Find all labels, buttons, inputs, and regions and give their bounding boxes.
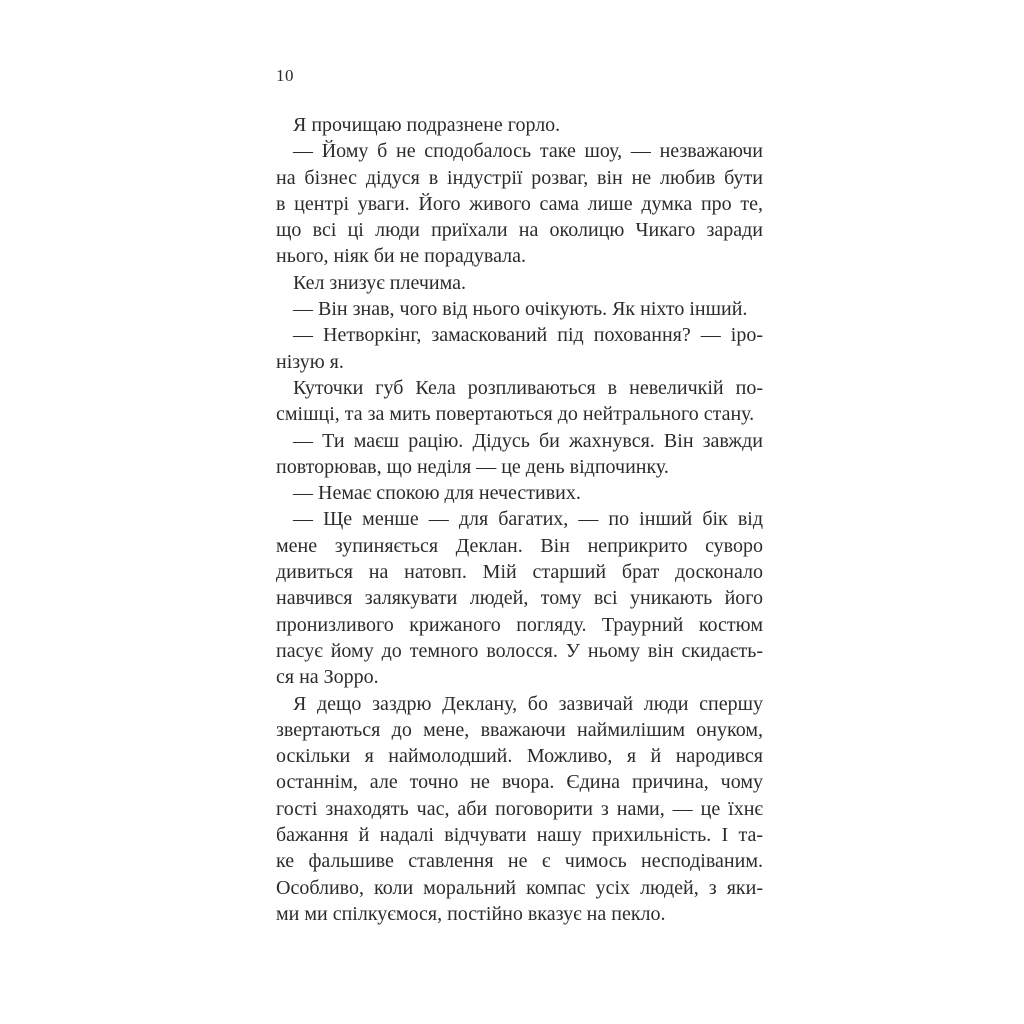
paragraph [276, 322, 763, 375]
text-line: гості знаходять час, аби поговорити з нами, — це їхнє [276, 797, 763, 820]
text-line: — Він знав, чого від нього очікують. Як ніхто інший. [293, 298, 748, 321]
text-line: — Йому б не сподобалось таке шоу, — незважаючи [293, 140, 763, 163]
text-line: бажання й надалі відчувати нашу прихильність. І та- [276, 824, 763, 847]
text-line: в центрі уваги. Його живого сама лише думка про те, [276, 192, 763, 215]
text-line: нізую я. [276, 350, 344, 373]
text-line: оскільки я наймолодший. Можливо, я й народився [276, 745, 763, 768]
text-line: мене зупиняється Деклан. Він неприкрито суворо [276, 534, 763, 557]
text-line: навчився залякувати людей, тому всі уникають його [276, 587, 763, 610]
text-line: звертаються до мене, вважаючи наймилішим онуком, [276, 718, 763, 741]
paragraph [276, 138, 763, 269]
paragraph [276, 428, 763, 481]
text-line: — Нетворкінг, замаскований під поховання? — іро- [293, 324, 763, 347]
paragraph [276, 375, 763, 428]
text-line: Я дещо заздрю Деклану, бо зазвичай люди спершу [293, 692, 763, 715]
text-line: повторював, що неділя — це день відпочинку. [276, 455, 669, 478]
text-line: на бізнес дідуся в індустрії розваг, він не любив бути [276, 166, 763, 189]
paragraph [276, 691, 763, 928]
text-line: Особливо, коли моральний компас усіх людей, з яки- [276, 876, 763, 899]
paragraph [276, 112, 763, 138]
text-line: пасує йому до темного волосся. У ньому він скидаєть- [276, 639, 763, 662]
page-number: 10 [276, 66, 294, 85]
paragraph [276, 296, 763, 322]
paragraph [276, 270, 763, 296]
text-line: Кел знизує плечима. [293, 271, 467, 294]
text-line: ся на Зорро. [276, 666, 379, 689]
text-line: ке фальшиве ставлення не є чимось несподіваним. [276, 850, 763, 873]
text-line: пронизливого крижаного погляду. Траурний костюм [276, 613, 763, 636]
text-line: Куточки губ Кела розпливаються в невеличкій по- [293, 376, 763, 399]
text-line: останнім, але точно не вчора. Єдина причина, чому [276, 771, 763, 794]
paragraph [276, 480, 763, 506]
text-line: нього, ніяк би не порадувала. [276, 245, 527, 268]
text-line: Я прочищаю подразнене горло. [293, 114, 561, 136]
body-text [276, 112, 763, 927]
text-line: — Ще менше — для багатих, — по інший бік від [293, 508, 763, 531]
text-line: смішці, та за мить повертаються до нейтрального стану. [276, 403, 755, 426]
paragraph [276, 506, 763, 690]
text-line: що всі ці люди приїхали на околицю Чикаго заради [276, 219, 763, 242]
text-line: — Немає спокою для нечестивих. [293, 482, 581, 505]
text-line: ми ми спілкуємося, постійно вказує на пекло. [276, 902, 666, 925]
text-line: — Ти маєш рацію. Дідусь би жахнувся. Він завжди [293, 429, 763, 452]
text-line: дивиться на натовп. Мій старший брат досконало [276, 561, 763, 584]
